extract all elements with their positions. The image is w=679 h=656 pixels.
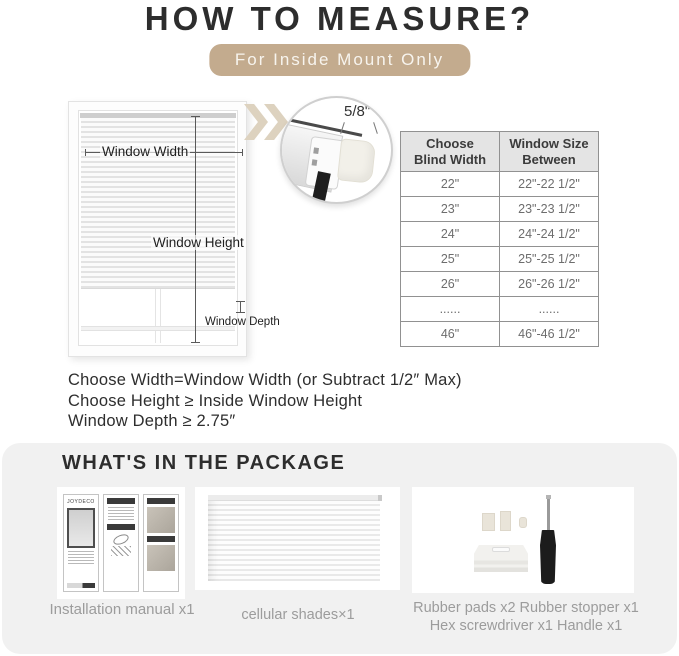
blind-width-cell: 23"	[401, 197, 500, 222]
manual-page-1	[63, 494, 99, 592]
inside-mount-banner: For Inside Mount Only	[209, 44, 470, 76]
manual-section-bar	[147, 536, 175, 542]
hardware-kit-image	[412, 487, 634, 593]
installation-manual-image	[57, 487, 185, 599]
manual-page-2	[103, 494, 139, 592]
table-row	[401, 222, 599, 247]
hardware-caption-line2: Hex screwdriver x1 Handle x1	[429, 618, 623, 634]
manual-window-picture	[67, 508, 95, 548]
blind-width-cell: 24"	[401, 222, 500, 247]
manual-photo	[147, 507, 175, 533]
screwdriver-shaft	[547, 499, 550, 531]
size-chart-table	[400, 131, 599, 347]
manual-diagram-oval	[112, 532, 130, 546]
shade-pleats	[208, 501, 380, 581]
manual-text-lines	[68, 551, 94, 565]
manual-section-bar	[107, 524, 135, 530]
measure-tick	[373, 122, 378, 134]
manual-text-lines	[108, 507, 134, 521]
hardware-caption	[402, 599, 650, 635]
table-row	[401, 172, 599, 197]
blind-width-cell: 25"	[401, 247, 500, 272]
manual-photo	[147, 545, 175, 571]
hardware-caption-line1: Rubber pads x2 Rubber stopper x1	[413, 600, 639, 616]
brand-label: JOYDECO	[67, 499, 95, 505]
note-height: Choose Height ≥ Inside Window Height	[68, 391, 363, 410]
pane-divider	[155, 289, 161, 343]
blind-width-cell: 46"	[401, 322, 500, 347]
page-title: HOW TO MEASURE?	[144, 0, 535, 37]
manual-footer-bar	[67, 583, 95, 588]
handle-piece	[474, 545, 528, 572]
window-height-label: Window Height	[153, 235, 244, 250]
rubber-stopper	[519, 517, 527, 528]
handle-slot	[492, 547, 510, 552]
rubber-pad	[500, 511, 511, 531]
chevron-right-icon	[244, 104, 268, 140]
rubber-pad	[482, 513, 495, 531]
window-size-cell: 46"-46 1/2"	[500, 322, 599, 347]
measuring-notes	[68, 370, 462, 432]
manual-section-bar	[147, 498, 175, 504]
headrail-graphic	[80, 113, 236, 118]
manual-caption: Installation manual x1	[49, 601, 195, 618]
package-heading: WHAT'S IN THE PACKAGE	[62, 452, 346, 474]
window-size-cell: 22"-22 1/2"	[500, 172, 599, 197]
table-row	[401, 297, 599, 322]
blind-width-cell: ......	[401, 297, 500, 322]
screwdriver-handle	[540, 530, 556, 584]
blind-width-cell: 22"	[401, 172, 500, 197]
window-depth-label: Window Depth	[205, 316, 280, 328]
height-measure-line	[195, 116, 196, 343]
column-header-blind-width: Choose Blind Width	[401, 132, 500, 172]
table-header-row	[401, 132, 599, 172]
cellular-shades-image	[195, 487, 400, 590]
manual-section-bar	[107, 498, 135, 504]
table-row	[401, 322, 599, 347]
window-size-cell: 26"-26 1/2"	[500, 272, 599, 297]
rubber-stopper-graphic	[337, 138, 376, 183]
window-width-label: Window Width	[102, 144, 189, 159]
window-size-cell: 25"-25 1/2"	[500, 247, 599, 272]
note-depth: Window Depth ≥ 2.75″	[68, 412, 236, 430]
blind-width-cell: 26"	[401, 272, 500, 297]
shade-graphic	[208, 495, 380, 581]
table-row	[401, 197, 599, 222]
manual-page-3	[143, 494, 179, 592]
window-size-cell: ......	[500, 297, 599, 322]
depth-measure-tick	[236, 301, 245, 313]
note-width: Choose Width=Window Width (or Subtract 1/2″ Max)	[68, 371, 462, 389]
table-row	[401, 272, 599, 297]
window-size-cell: 23"-23 1/2"	[500, 197, 599, 222]
bracket-size-label: 5/8"	[344, 103, 371, 120]
manual-diagram-shapes	[111, 546, 131, 556]
window-size-cell: 24"-24 1/2"	[500, 222, 599, 247]
column-header-window-size: Window Size Between	[500, 132, 599, 172]
package-panel	[2, 443, 677, 654]
shades-caption: cellular shades×1	[241, 607, 355, 623]
cellular-shade-graphic	[81, 113, 235, 289]
table-row	[401, 247, 599, 272]
bracket-zoom-callout	[280, 96, 393, 204]
